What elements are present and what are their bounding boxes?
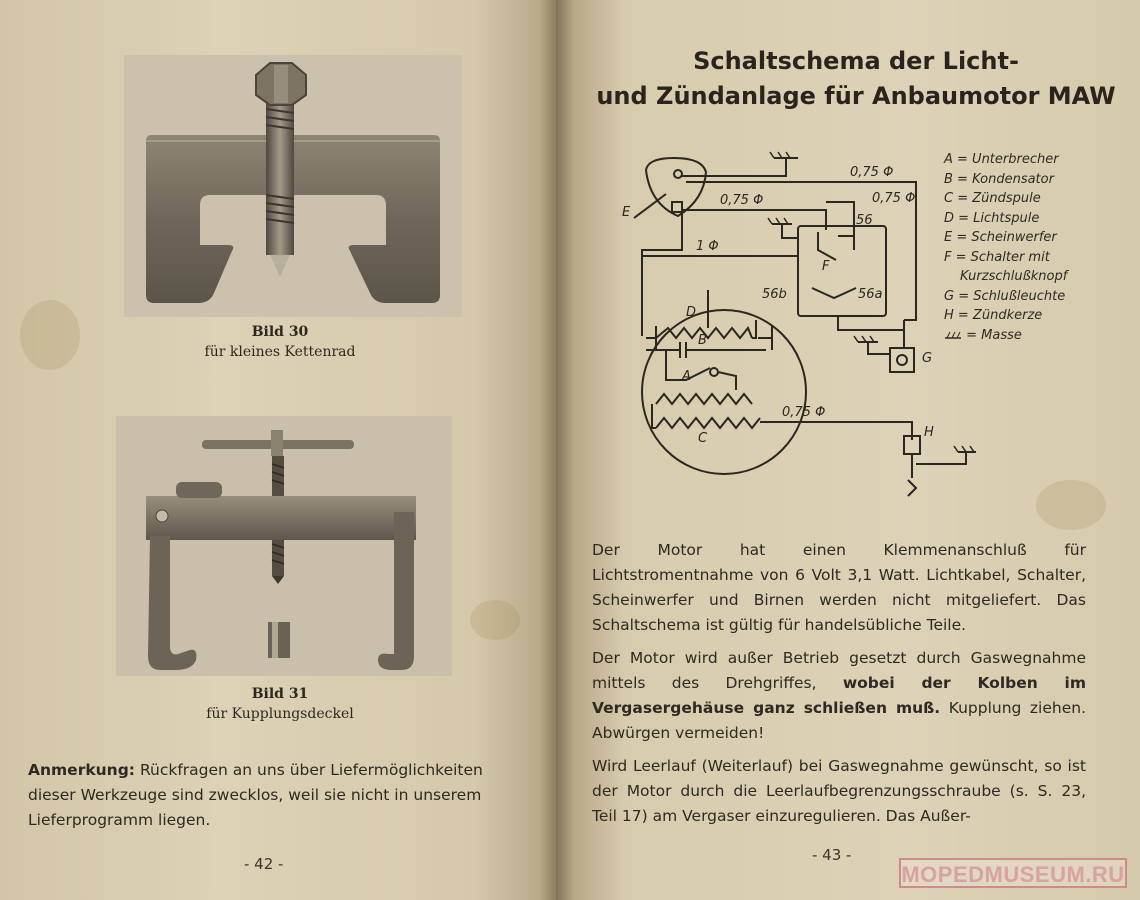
- headlamp-symbol: [646, 158, 706, 216]
- tail-light-G: [890, 348, 914, 372]
- clutch-puller-image: [116, 416, 452, 676]
- puller-tool-image: [124, 55, 462, 317]
- headlamp-bulb: [674, 170, 682, 178]
- body-text: [592, 538, 1086, 837]
- ignition-coil-C: [656, 394, 752, 404]
- label-A: A: [682, 369, 691, 384]
- label-terminal-56b: 56b: [762, 287, 787, 302]
- label-B: B: [698, 333, 707, 348]
- legend-item: G = Schlußleuchte: [944, 288, 1066, 304]
- headlamp-terminal: [672, 202, 682, 212]
- paragraph-2-end: Kupplung ziehen. Abwürgen vermeiden!: [592, 699, 1086, 742]
- label-terminal-56a: 56a: [858, 287, 883, 302]
- paragraph-2: [592, 646, 1086, 746]
- figure-31-text: für Kupplungsdeckel: [206, 706, 354, 722]
- legend-item: E = Scheinwerfer: [944, 230, 1057, 245]
- label-wire-075-left: 0,75 Φ: [720, 193, 764, 208]
- legend-item: F = Schalter mit: [944, 249, 1050, 265]
- paragraph-1: Der Motor hat einen Klemmenanschluß für Lichtstromentnahme von 6 Volt 3,1 Watt. Lichtkabel, Schalter, Scheinwerfer und Birnen werden nicht mitgeliefert. Das Schaltschema ist gültig für handelsübliche Teile.: [592, 541, 1086, 634]
- remark-label: Anmerkung:: [28, 761, 136, 779]
- label-wire-075-top: 0,75 Φ: [850, 165, 894, 180]
- title-line-2: und Zündanlage für Anbaumotor MAW: [596, 82, 1116, 110]
- label-wire-1: 1 Φ: [696, 239, 719, 254]
- label-H: H: [924, 425, 934, 440]
- right-page: [556, 0, 1140, 900]
- label-E: E: [622, 205, 631, 220]
- photo-puller-clutch-cover: [116, 416, 452, 676]
- paragraph-3: Wird Leerlauf (Weiterlauf) bei Gaswegnahme gewünscht, so ist der Motor durch die Leerlaufbegrenzungsschraube (s. S. 23, Teil 17) am Vergaser einzuregulieren. Das Außer-: [592, 757, 1086, 825]
- watermark: MOPEDMUSEUM.RU: [899, 858, 1127, 888]
- figure-31-number: Bild 31: [251, 686, 309, 702]
- figure-30-text: für kleines Kettenrad: [204, 344, 356, 360]
- diagram-legend: [944, 150, 1067, 345]
- legend-item: A = Unterbrecher: [944, 152, 1059, 167]
- legend-item: H = Zündkerze: [944, 308, 1043, 323]
- title-line-1: Schaltschema der Licht-: [693, 47, 1019, 75]
- label-C: C: [698, 431, 708, 446]
- figure-30-number: Bild 30: [251, 324, 309, 340]
- diagram-title: [576, 44, 1136, 114]
- legend-item: D = Lichtspule: [944, 210, 1040, 226]
- label-terminal-56: 56: [856, 213, 873, 228]
- legend-item-ground: [944, 326, 1067, 346]
- legend-ground-text: = Masse: [966, 327, 1022, 343]
- paragraph-2-start: Der Motor wird außer Betrieb gesetzt durch Gaswegnahme mittels des Drehgriffes,: [592, 649, 1086, 692]
- ground-symbol-icon: [944, 330, 962, 340]
- legend-item: C = Zündspule: [944, 191, 1041, 206]
- breaker-A: [710, 368, 718, 376]
- figure-30-caption: [100, 322, 460, 362]
- page-number-right: - 43 -: [812, 846, 852, 864]
- label-wire-075-right: 0,75 Φ: [872, 191, 916, 206]
- paragraph-2-bold: wobei der Kolben im Vergasergehäuse ganz schließen muß.: [592, 674, 1086, 717]
- label-F: F: [822, 259, 830, 274]
- photo-puller-small-sprocket: [124, 55, 462, 317]
- remark-text: Rückfragen an uns über Liefermöglichkeiten dieser Werkzeuge sind zwecklos, weil sie nicht in unserem Lieferprogramm liegen.: [28, 761, 483, 829]
- label-G: G: [922, 351, 933, 366]
- left-page: [0, 0, 556, 900]
- figure-31-caption: [100, 684, 460, 724]
- legend-item: B = Kondensator: [944, 171, 1054, 187]
- switch-symbol: [798, 226, 886, 316]
- label-D: D: [686, 305, 697, 320]
- page-number-left: - 42 -: [244, 855, 284, 873]
- magneto-flywheel: [642, 310, 806, 474]
- label-wire-075-bottom: 0,75 Φ: [782, 405, 826, 420]
- legend-item: Kurzschlußknopf: [960, 269, 1068, 284]
- remark-paragraph: [28, 758, 528, 833]
